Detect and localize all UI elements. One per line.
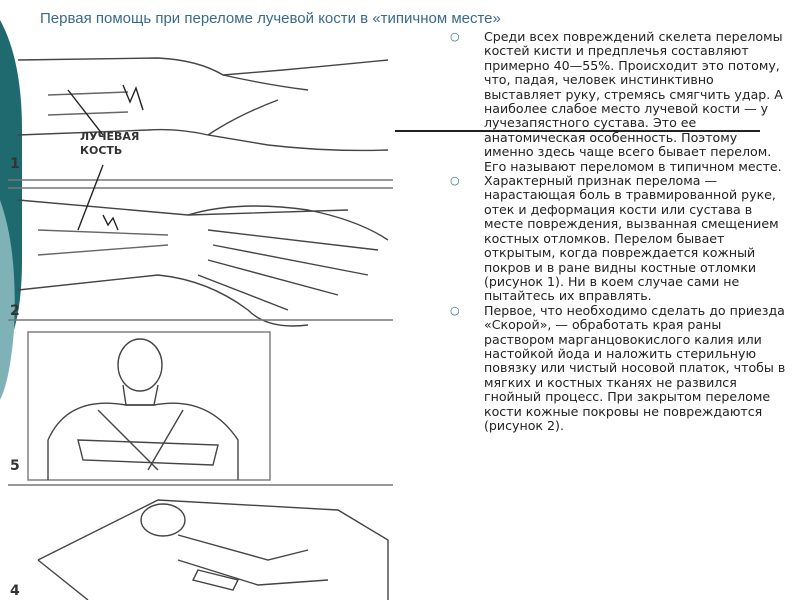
bullet-icon: ○ xyxy=(450,303,460,317)
list-item xyxy=(450,30,790,174)
paragraph-text: Характерный признак перелома — нарастающая боль в травмированной руке, отек и деформация кости или сустава в месте повреждения, вызванная смещением костных отломков. Перелом бывает открытым, когда повреждается кожный покров и в ране видны костные отломки (рисунок 1). Ни в коем случае сами не пытайтесь их вправлять. xyxy=(484,173,779,304)
list-item xyxy=(450,304,790,434)
fracture-illustration xyxy=(8,40,393,600)
figure-number: 5 xyxy=(10,458,20,474)
list-item xyxy=(450,174,790,304)
illustration-label: ЛУЧЕВАЯ xyxy=(80,130,140,143)
figure-number: 4 xyxy=(10,583,20,599)
paragraph-text: Первое, что необходимо сделать до приезда «Скорой», — обработать края раны раствором марганцовокислого калия или настойкой йода и наложить стерильную повязку или чистый носовой платок, чтобы в мягких и костных тканях не развился гнойный процесс. При закрытом переломе кости кожные покровы не повреждаются (рисунок 2). xyxy=(484,302,786,433)
text-column xyxy=(450,30,790,433)
bullet-icon: ○ xyxy=(450,30,460,43)
bullet-icon: ○ xyxy=(450,174,460,188)
bullet-list xyxy=(450,30,790,433)
figure-number: 1 xyxy=(10,156,20,172)
svg-text:ЛУЧЕВАЯ КОСТЬ: ЛУЧЕВАЯ КОСТЬ xyxy=(80,130,140,157)
paragraph-text: Среди всех повреждений скелета переломы костей кисти и предплечья составляют примерно 40—55%. Происходит это потому, что, падая, человек инстинктивно выставляет руку, стремясь смягчить удар. А наиболее слабое место лучевой кости — у лучезапястного сустава. Это ее анатомическая особенность. Поэтому именно здесь чаще всего бывает перелом. Его называют переломом в типичном месте. xyxy=(484,29,783,174)
slide-title: Первая помощь при переломе лучевой кости в «типичном месте» xyxy=(40,10,501,27)
figure-number: 2 xyxy=(10,303,20,319)
